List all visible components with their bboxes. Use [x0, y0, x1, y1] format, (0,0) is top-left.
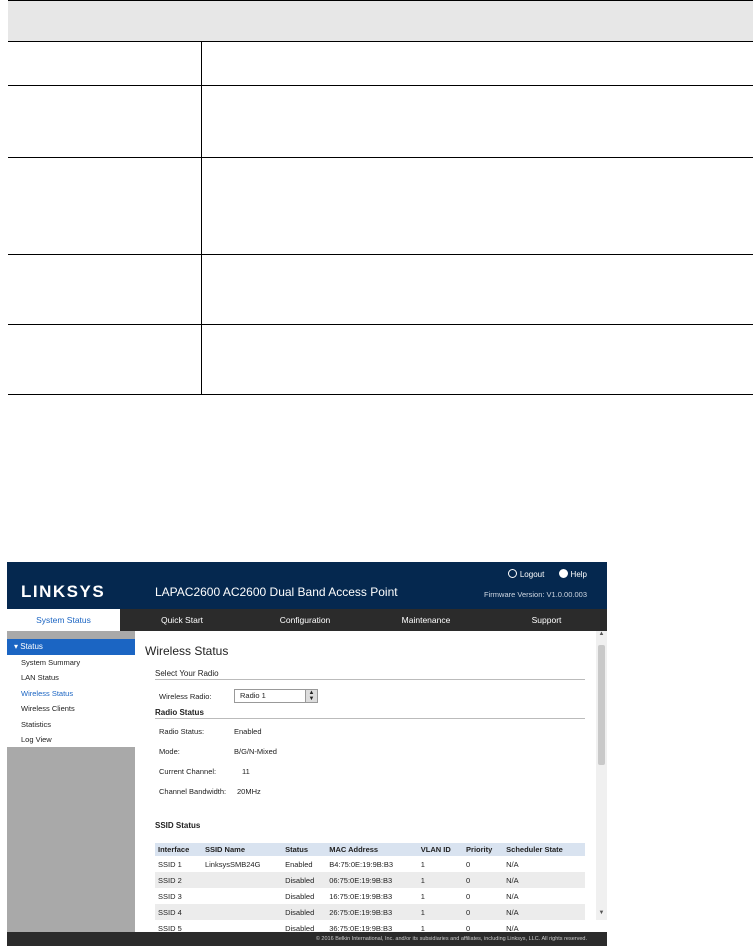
cell: 36:75:0E:19:9B:B3 [329, 923, 393, 933]
cell: 0 [463, 872, 503, 888]
top-bar [7, 562, 607, 609]
ssid-status-table [155, 843, 585, 936]
radio-status-value: Enabled [234, 727, 262, 736]
doc-table-row [8, 255, 753, 325]
cell [202, 888, 282, 904]
cell: LinksysSMB24G [204, 859, 261, 869]
power-icon [508, 569, 517, 578]
scroll-down-icon[interactable]: ▼ [598, 910, 605, 916]
router-ui-screenshot [7, 562, 607, 946]
cell: 1 [420, 859, 425, 869]
caret-down-icon: ▾ [14, 642, 21, 651]
cell: 06:75:0E:19:9B:B3 [326, 872, 418, 888]
sidebar-section-status[interactable] [7, 639, 135, 655]
sidebar-section-label: Status [20, 642, 43, 651]
sidebar [7, 631, 135, 932]
cell: SSID 3 [158, 891, 182, 901]
cell: SSID 1 [158, 859, 182, 869]
sidebar-item-log-view[interactable]: Log View [21, 734, 52, 744]
cell: N/A [506, 923, 519, 933]
vertical-scrollbar[interactable] [596, 631, 607, 920]
doc-table-row [8, 42, 753, 86]
table-header-row [155, 843, 585, 856]
cell [202, 872, 282, 888]
col-ssid-name: SSID Name [202, 843, 282, 856]
ssid-status-heading: SSID Status [155, 821, 201, 830]
cell: Disabled [285, 923, 315, 933]
cell: N/A [506, 859, 519, 869]
cell: Disabled [285, 891, 315, 901]
footer-copyright: © 2016 Belkin International, Inc. and/or its subsidiaries and affiliates, including Linksys, LLC. All rights reserved. [7, 932, 607, 946]
table-row[interactable] [155, 856, 585, 872]
help-label: Help [570, 570, 587, 579]
doc-table-row [8, 325, 753, 395]
cell: N/A [503, 872, 585, 888]
cell: Disabled [282, 872, 326, 888]
sidebar-item-wireless-clients[interactable]: Wireless Clients [21, 704, 75, 714]
scroll-thumb[interactable] [598, 645, 605, 765]
mode-label: Mode: [159, 747, 180, 756]
cell: SSID 4 [155, 904, 202, 920]
cell: N/A [503, 904, 585, 920]
help-icon [559, 569, 568, 578]
table-row[interactable] [155, 872, 585, 888]
tab-support[interactable]: Support [531, 615, 562, 625]
table-row[interactable] [155, 904, 585, 920]
firmware-version: Firmware Version: V1.0.00.003 [484, 590, 587, 599]
tab-configuration[interactable]: Configuration [279, 615, 331, 625]
sidebar-item-system-summary[interactable]: System Summary [21, 658, 81, 667]
linksys-logo: LINKSYS [21, 582, 106, 601]
help-link[interactable] [559, 570, 587, 579]
scroll-up-icon[interactable]: ▲ [598, 631, 605, 637]
tab-quick-start[interactable]: Quick Start [160, 615, 204, 625]
logout-link[interactable] [508, 570, 544, 579]
product-title: LAPAC2600 AC2600 Dual Band Access Point [155, 585, 398, 599]
top-links [496, 569, 587, 579]
logout-label: Logout [519, 570, 545, 579]
doc-table-row [8, 86, 753, 158]
cell: Disabled [282, 904, 326, 920]
current-channel-value: 11 [242, 767, 250, 776]
cell: SSID 2 [155, 872, 202, 888]
tab-system-status[interactable]: System Status [7, 609, 120, 631]
col-priority: Priority [463, 843, 503, 856]
mode-value: B/G/N-Mixed [234, 747, 277, 756]
sidebar-item-statistics[interactable]: Statistics [21, 719, 52, 729]
cell: B4:75:0E:19:9B:B3 [329, 859, 394, 869]
cell: 16:75:0E:19:9B:B3 [329, 891, 393, 901]
page-title: Wireless Status [145, 644, 229, 658]
radio-status-label: Radio Status: [159, 727, 205, 736]
main-nav [7, 609, 607, 631]
doc-table-row [8, 158, 753, 255]
cell: 0 [466, 923, 471, 933]
current-channel-label: Current Channel: [159, 767, 217, 776]
cell: 26:75:0E:19:9B:B3 [326, 904, 418, 920]
table-row[interactable] [155, 888, 585, 904]
col-status: Status [282, 843, 326, 856]
doc-table-header-row [8, 1, 753, 42]
sidebar-item-wireless-status[interactable]: Wireless Status [21, 688, 74, 698]
channel-bandwidth-label: Channel Bandwidth: [159, 787, 227, 796]
cell: 1 [418, 872, 463, 888]
main-content [145, 631, 593, 932]
document-table [8, 0, 753, 395]
radio-status-heading: Radio Status [155, 708, 585, 719]
sidebar-list [7, 655, 135, 747]
cell: 0 [466, 859, 471, 869]
sidebar-item-lan-status[interactable]: LAN Status [21, 673, 59, 683]
cell: Enabled [285, 859, 313, 869]
wireless-radio-label: Wireless Radio: [159, 692, 212, 701]
channel-bandwidth-value: 20MHz [237, 787, 261, 796]
col-scheduler-state: Scheduler State [503, 843, 585, 856]
cell [202, 904, 282, 920]
cell: SSID 5 [158, 923, 182, 933]
col-mac-address: MAC Address [326, 843, 418, 856]
wireless-radio-value: Radio 1 [240, 691, 266, 700]
cell: 1 [418, 904, 463, 920]
cell: 1 [420, 923, 425, 933]
cell: 1 [420, 891, 425, 901]
cell: N/A [506, 891, 519, 901]
spinner-icon: ▲ ▼ [305, 690, 317, 702]
select-radio-heading: Select Your Radio [155, 669, 585, 680]
wireless-radio-select[interactable] [234, 689, 318, 703]
tab-maintenance[interactable]: Maintenance [401, 615, 451, 625]
col-interface: Interface [155, 843, 202, 856]
cell: 0 [466, 891, 471, 901]
col-vlan-id: VLAN ID [418, 843, 463, 856]
cell: 0 [463, 904, 503, 920]
